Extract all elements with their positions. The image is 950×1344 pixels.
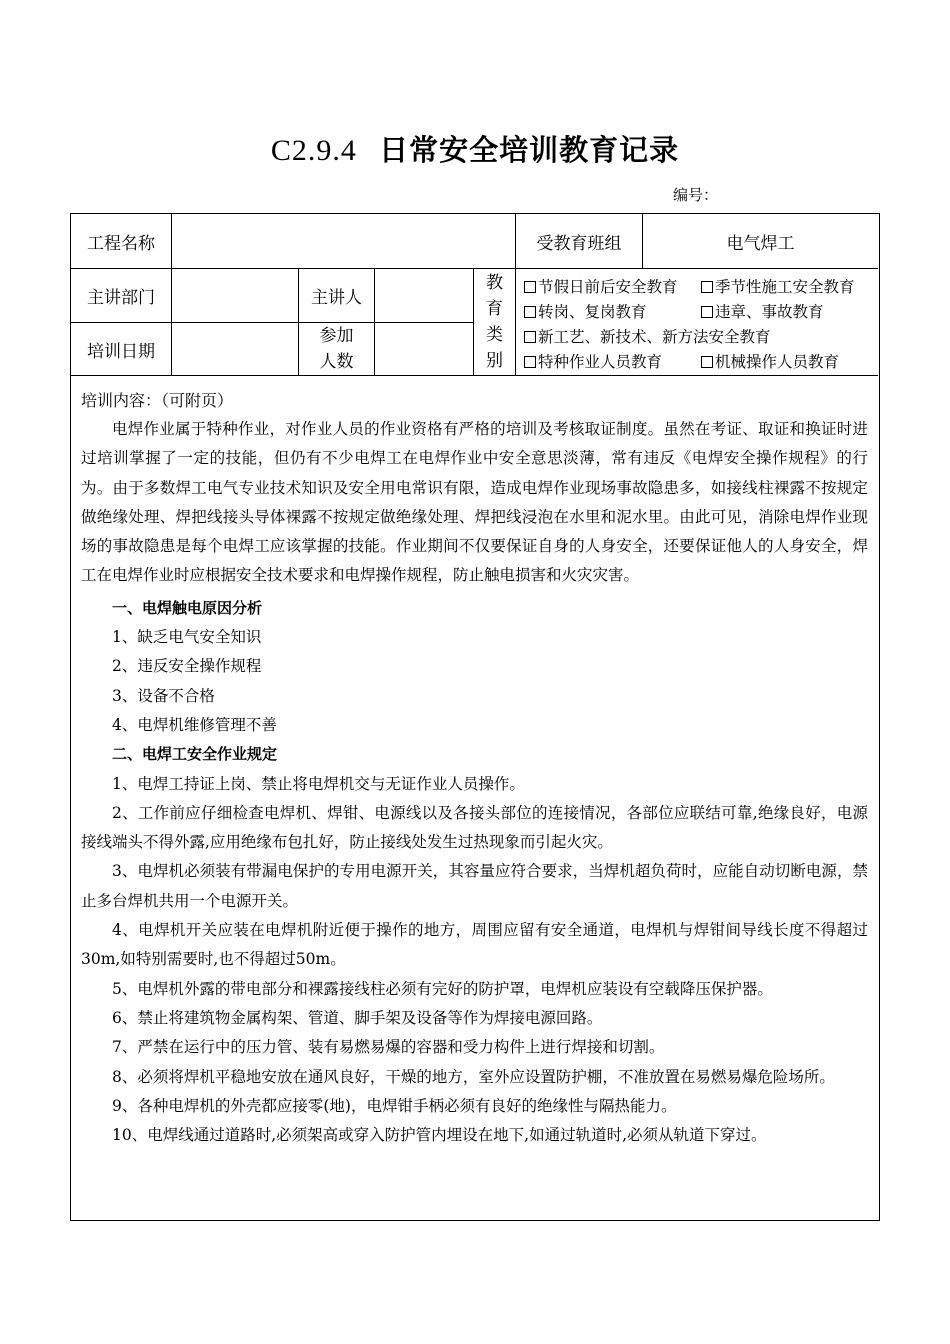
list-item: 7、严禁在运行中的压力管、装有易燃易爆的容器和受力构件上进行焊接和切割。 [112, 1038, 665, 1057]
list-item: 4、电焊机开关应装在电焊机附近便于操作的地方，周围应留有安全通道，电焊机与焊钳间导线长度不得超过30m,如特别需要时,也不得超过50m。 [81, 921, 868, 969]
section-title: 二、电焊工安全作业规定 [112, 745, 278, 764]
category-row [524, 348, 839, 373]
checkbox-icon[interactable] [524, 356, 536, 368]
list-item: 1、电焊工持证上岗、禁止将电焊机交与无证作业人员操作。 [112, 774, 525, 793]
checkbox-icon[interactable] [701, 306, 713, 318]
list-item: 10、电焊线通过道路时,必须架高或穿入防护管内埋设在地下,如通过轨道时,必须从轨道下穿过。 [112, 1126, 767, 1145]
list-item: 3、设备不合格 [112, 686, 215, 705]
document-code: C2.9.4 [270, 134, 357, 167]
participants-label-line2: 人数 [319, 352, 354, 372]
category-options [516, 269, 878, 376]
list-item: 4、电焊机维修管理不善 [112, 715, 277, 734]
content-intro: 电焊作业属于特种作业，对作业人员的作业资格有严格的培训及考核取证制度。虽然在考证、取证和换证时进过培训掌握了一定的技能，但仍有不少电焊工在电焊作业中安全意思淡薄，常有违反《电焊安全操作规程》的行为。由于多数焊工电气专业技术知识及安全用电常识有限，造成电焊作业现场事故隐患多，如接线柱裸露不按规定做绝缘处理、焊把线接头导体裸露不按规定做绝缘处理、焊把线浸泡在水里和泥水里。由此可见，消除电焊作业现场的事故隐患是每个电焊工应该掌握的技能。作业期间不仅要保证自身的人身安全，还要保证他人的人身安全，焊工在电焊作业时应根据安全技术要求和电焊操作规程，防止触电损害和火灾灾害。 [81, 420, 868, 585]
project-name-label: 工程名称 [71, 214, 172, 269]
category-option[interactable]: 特种作业人员教育 [524, 350, 701, 372]
training-content [71, 376, 878, 1150]
checkbox-icon[interactable] [701, 281, 713, 293]
training-record-form [70, 213, 880, 1221]
category-label-char: 教 [486, 273, 503, 293]
category-option[interactable]: 季节性施工安全教育 [701, 275, 855, 297]
participants-label-line1: 参加 [319, 326, 354, 346]
category-label [474, 269, 516, 376]
category-option[interactable]: 机械操作人员教育 [701, 350, 839, 372]
list-item: 5、电焊机外露的带电部分和裸露接线柱必须有完好的防护罩，电焊机应装设有空载降压保护器。 [112, 979, 773, 998]
category-label-char: 育 [486, 299, 503, 319]
project-name-field[interactable] [172, 214, 516, 269]
date-field[interactable] [172, 323, 299, 376]
serial-number-label: 编号： [673, 186, 719, 204]
section-title: 一、电焊触电原因分析 [112, 598, 263, 617]
dept-field[interactable] [172, 269, 299, 323]
list-item: 1、缺乏电气安全知识 [112, 628, 262, 647]
category-row [524, 298, 824, 323]
category-option[interactable]: 新工艺、新技术、新方法安全教育 [524, 325, 771, 347]
category-label-char: 别 [486, 351, 503, 371]
group-field[interactable]: 电气焊工 [643, 214, 878, 269]
checkbox-icon[interactable] [524, 306, 536, 318]
category-row [524, 273, 855, 298]
list-item: 8、必须将焊机平稳地安放在通风良好，干燥的地方，室外应设置防护棚，不准放置在易燃易爆危险场所。 [112, 1067, 835, 1086]
document-title [0, 128, 950, 169]
category-row [524, 323, 771, 348]
list-item: 3、电焊机必须装有带漏电保护的专用电源开关，其容量应符合要求，当焊机超负荷时，应能自动切断电源，禁止多台焊机共用一个电源开关。 [81, 862, 868, 910]
category-label-char: 类 [486, 325, 503, 345]
checkbox-icon[interactable] [524, 331, 536, 343]
content-heading: 培训内容：（可附页） [81, 391, 234, 410]
dept-label: 主讲部门 [71, 269, 172, 323]
date-label: 培训日期 [71, 323, 172, 376]
document-title-text: 日常安全培训教育记录 [379, 133, 680, 167]
category-option[interactable]: 违章、事故教育 [701, 300, 824, 322]
list-item: 2、违反安全操作规程 [112, 657, 262, 676]
speaker-label: 主讲人 [299, 269, 375, 323]
speaker-field[interactable] [375, 269, 474, 323]
category-option[interactable]: 转岗、复岗教育 [524, 300, 701, 322]
list-item: 6、禁止将建筑物金属构架、管道、脚手架及设备等作为焊接电源回路。 [112, 1008, 603, 1027]
list-item: 9、各种电焊机的外壳都应接零(地)，电焊钳手柄必须有良好的绝缘性与隔热能力。 [112, 1096, 677, 1115]
group-label: 受教育班组 [516, 214, 643, 269]
checkbox-icon[interactable] [701, 356, 713, 368]
category-option[interactable]: 节假日前后安全教育 [524, 275, 701, 297]
checkbox-icon[interactable] [524, 281, 536, 293]
participants-label [299, 323, 375, 376]
participants-field[interactable] [375, 323, 474, 376]
list-item: 2、工作前应仔细检查电焊机、焊钳、电源线以及各接头部位的连接情况，各部位应联结可靠,绝缘良好，电源接线端头不得外露,应用绝缘布包扎好，防止接线处发生过热现象而引起火灾。 [81, 803, 868, 852]
